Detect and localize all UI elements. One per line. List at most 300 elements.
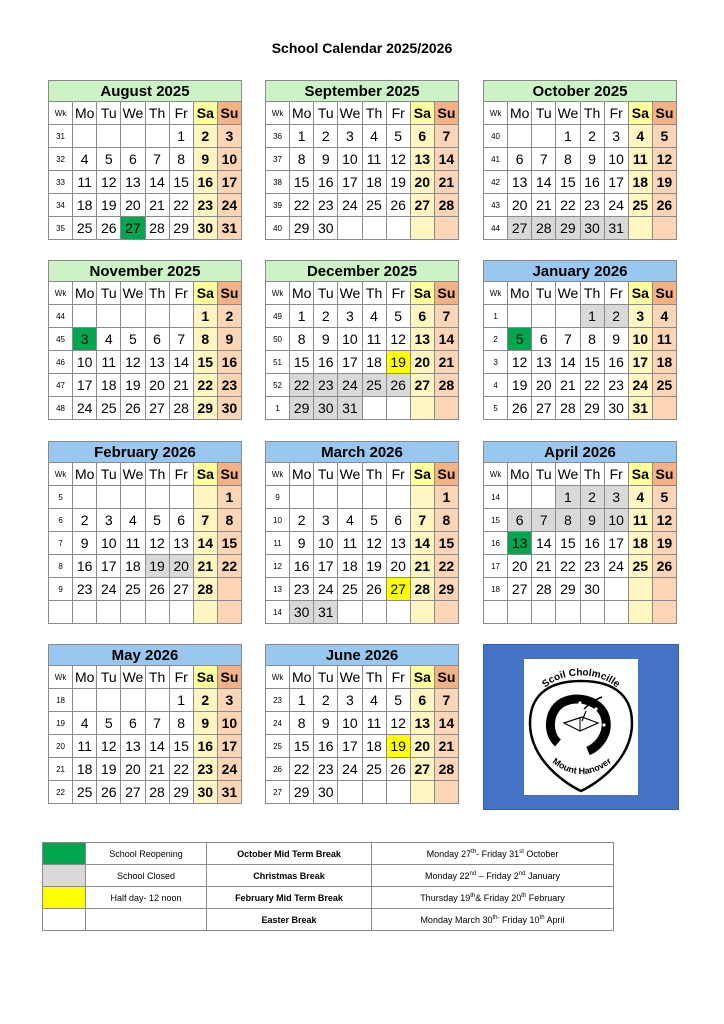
day-header-tu: Tu (314, 666, 338, 689)
day-cell: 8 (290, 712, 314, 735)
week-number: 22 (49, 781, 73, 804)
day-cell: 6 (410, 125, 434, 148)
day-cell: 2 (580, 125, 604, 148)
week-row (266, 712, 459, 735)
day-cell: 31 (604, 217, 628, 240)
page-title: School Calendar 2025/2026 (271, 40, 453, 56)
day-cell: 24 (604, 555, 628, 578)
week-row (484, 601, 677, 624)
day-cell (386, 217, 410, 240)
day-cell: 2 (290, 509, 314, 532)
week-row (49, 532, 242, 555)
day-header-su: Su (434, 102, 458, 125)
week-number-header: Wk (266, 282, 290, 305)
week-row (266, 351, 459, 374)
day-header-mo: Mo (290, 463, 314, 486)
week-number (484, 601, 508, 624)
day-cell: 6 (410, 689, 434, 712)
break-name: Easter Break (207, 909, 372, 931)
day-cell (410, 601, 434, 624)
day-cell: 19 (121, 374, 145, 397)
day-cell: 11 (362, 712, 386, 735)
day-cell: 16 (314, 351, 338, 374)
day-cell: 3 (217, 689, 241, 712)
day-cell: 21 (434, 351, 458, 374)
week-row (266, 397, 459, 420)
day-cell: 28 (532, 217, 556, 240)
day-cell: 2 (73, 509, 97, 532)
day-header-su: Su (217, 102, 241, 125)
week-number: 10 (266, 509, 290, 532)
month-calendar (265, 80, 459, 240)
week-number: 11 (266, 532, 290, 555)
week-row (49, 305, 242, 328)
date-suffix: nd (469, 870, 477, 877)
day-cell: 1 (434, 486, 458, 509)
week-row (484, 374, 677, 397)
day-cell: 18 (628, 532, 652, 555)
day-cell (121, 125, 145, 148)
week-number: 35 (49, 217, 73, 240)
day-cell: 29 (556, 578, 580, 601)
week-number (49, 601, 73, 624)
week-number: 5 (484, 397, 508, 420)
day-cell: 6 (121, 712, 145, 735)
day-cell (145, 689, 169, 712)
week-row (49, 735, 242, 758)
day-cell: 27 (508, 578, 532, 601)
day-cell: 6 (121, 148, 145, 171)
day-cell: 25 (73, 781, 97, 804)
day-cell: 27 (508, 217, 532, 240)
day-cell: 9 (580, 509, 604, 532)
month-title: November 2025 (49, 261, 242, 282)
day-cell: 26 (386, 374, 410, 397)
day-cell (628, 601, 652, 624)
week-number: 49 (266, 305, 290, 328)
week-number: 14 (266, 601, 290, 624)
week-row (266, 125, 459, 148)
week-number: 42 (484, 171, 508, 194)
week-row (484, 509, 677, 532)
day-cell (338, 601, 362, 624)
day-cell: 23 (73, 578, 97, 601)
day-cell: 15 (217, 532, 241, 555)
day-header-tu: Tu (532, 463, 556, 486)
day-cell: 6 (410, 305, 434, 328)
day-cell: 1 (556, 486, 580, 509)
date-suffix: th (470, 892, 476, 899)
day-header-th: Th (362, 102, 386, 125)
day-cell: 5 (97, 712, 121, 735)
day-cell: 30 (580, 578, 604, 601)
day-cell: 6 (508, 509, 532, 532)
week-number: 40 (266, 217, 290, 240)
day-cell (97, 601, 121, 624)
day-cell: 29 (290, 397, 314, 420)
day-cell: 24 (604, 194, 628, 217)
day-cell: 30 (290, 601, 314, 624)
date-suffix: th (521, 892, 527, 899)
day-cell: 9 (217, 328, 241, 351)
week-row (49, 689, 242, 712)
day-header-we: We (556, 102, 580, 125)
day-cell: 9 (314, 148, 338, 171)
day-cell: 2 (580, 486, 604, 509)
week-number: 23 (266, 689, 290, 712)
day-cell: 27 (169, 578, 193, 601)
day-cell: 28 (434, 374, 458, 397)
day-header-sa: Sa (193, 666, 217, 689)
day-header-sa: Sa (628, 102, 652, 125)
day-cell: 28 (556, 397, 580, 420)
day-cell: 21 (556, 374, 580, 397)
day-cell: 3 (73, 328, 97, 351)
day-cell: 19 (97, 194, 121, 217)
day-cell: 31 (628, 397, 652, 420)
day-cell: 5 (145, 509, 169, 532)
week-row (266, 689, 459, 712)
day-cell: 28 (169, 397, 193, 420)
day-cell: 20 (532, 374, 556, 397)
week-number: 1 (266, 397, 290, 420)
week-number: 27 (266, 781, 290, 804)
day-cell: 22 (580, 374, 604, 397)
day-cell: 17 (604, 171, 628, 194)
day-cell: 28 (434, 758, 458, 781)
day-cell: 25 (73, 217, 97, 240)
day-cell: 19 (97, 758, 121, 781)
day-cell (362, 397, 386, 420)
day-header-we: We (556, 463, 580, 486)
week-number-header: Wk (484, 282, 508, 305)
day-cell: 15 (556, 532, 580, 555)
week-number: 47 (49, 374, 73, 397)
day-cell (604, 601, 628, 624)
day-cell: 10 (73, 351, 97, 374)
week-row (49, 351, 242, 374)
day-cell: 23 (314, 374, 338, 397)
day-cell: 17 (628, 351, 652, 374)
day-cell: 3 (97, 509, 121, 532)
day-cell: 3 (604, 486, 628, 509)
day-cell (652, 217, 676, 240)
day-cell: 12 (652, 148, 676, 171)
day-cell: 11 (362, 148, 386, 171)
date-text: Monday 22 (425, 870, 470, 881)
month-title: August 2025 (49, 81, 242, 102)
day-cell: 16 (217, 351, 241, 374)
day-cell: 5 (121, 328, 145, 351)
school-crest (524, 659, 638, 795)
day-cell: 25 (628, 194, 652, 217)
week-number: 12 (266, 555, 290, 578)
break-dates (372, 887, 614, 909)
day-cell: 30 (193, 781, 217, 804)
day-cell: 7 (532, 509, 556, 532)
day-cell (97, 125, 121, 148)
day-header-mo: Mo (73, 666, 97, 689)
day-header-tu: Tu (97, 666, 121, 689)
day-cell: 16 (73, 555, 97, 578)
day-cell: 10 (628, 328, 652, 351)
day-cell: 5 (652, 486, 676, 509)
day-header-sa: Sa (410, 102, 434, 125)
day-cell: 29 (290, 781, 314, 804)
week-row (49, 374, 242, 397)
week-row (266, 305, 459, 328)
week-number: 17 (484, 555, 508, 578)
day-cell (73, 601, 97, 624)
day-cell: 25 (362, 758, 386, 781)
day-cell: 15 (290, 735, 314, 758)
week-number: 6 (49, 509, 73, 532)
day-cell: 30 (604, 397, 628, 420)
week-number: 32 (49, 148, 73, 171)
day-cell: 25 (97, 397, 121, 420)
day-cell: 27 (410, 758, 434, 781)
day-cell (652, 601, 676, 624)
week-row (49, 148, 242, 171)
day-cell: 4 (362, 125, 386, 148)
day-cell: 7 (145, 712, 169, 735)
day-cell: 26 (97, 217, 121, 240)
week-number: 37 (266, 148, 290, 171)
day-cell: 19 (386, 351, 410, 374)
day-cell: 26 (508, 397, 532, 420)
day-cell: 16 (314, 171, 338, 194)
day-cell: 4 (97, 328, 121, 351)
day-cell: 1 (290, 125, 314, 148)
week-number: 18 (49, 689, 73, 712)
day-cell: 10 (604, 148, 628, 171)
day-cell: 14 (532, 171, 556, 194)
day-cell: 29 (169, 217, 193, 240)
day-header-sa: Sa (628, 282, 652, 305)
week-row (484, 397, 677, 420)
week-number-header: Wk (49, 666, 73, 689)
week-number-header: Wk (266, 666, 290, 689)
day-cell: 13 (532, 351, 556, 374)
day-cell: 12 (362, 532, 386, 555)
day-cell (532, 486, 556, 509)
day-cell: 3 (604, 125, 628, 148)
day-cell: 22 (217, 555, 241, 578)
legend-row (43, 843, 614, 865)
day-cell: 16 (580, 171, 604, 194)
week-row (266, 758, 459, 781)
day-cell (338, 217, 362, 240)
crest-top-text: Scoil Cholmcille (540, 667, 622, 691)
day-cell: 9 (193, 148, 217, 171)
school-logo-panel (483, 644, 679, 810)
day-cell: 26 (386, 758, 410, 781)
day-cell: 9 (580, 148, 604, 171)
week-row (49, 397, 242, 420)
day-cell: 13 (410, 328, 434, 351)
day-cell: 27 (121, 217, 145, 240)
week-number: 44 (484, 217, 508, 240)
day-cell: 19 (386, 171, 410, 194)
day-cell: 22 (290, 374, 314, 397)
day-cell (508, 601, 532, 624)
month-title: October 2025 (484, 81, 677, 102)
month-title: April 2026 (484, 442, 677, 463)
day-cell: 25 (362, 194, 386, 217)
day-cell (362, 486, 386, 509)
day-cell (314, 486, 338, 509)
date-text: February (526, 892, 565, 903)
day-cell (73, 125, 97, 148)
day-cell (434, 397, 458, 420)
day-cell: 14 (434, 148, 458, 171)
day-cell: 25 (338, 578, 362, 601)
day-cell: 9 (193, 712, 217, 735)
day-cell: 1 (217, 486, 241, 509)
day-cell: 26 (386, 194, 410, 217)
day-header-th: Th (145, 102, 169, 125)
day-cell: 21 (434, 735, 458, 758)
day-cell: 20 (410, 171, 434, 194)
day-cell (362, 601, 386, 624)
day-header-tu: Tu (314, 282, 338, 305)
day-cell: 6 (386, 509, 410, 532)
day-cell (652, 578, 676, 601)
day-cell: 12 (386, 328, 410, 351)
week-number: 45 (49, 328, 73, 351)
day-cell: 1 (556, 125, 580, 148)
day-cell (628, 217, 652, 240)
date-text: & Friday 20 (475, 892, 522, 903)
day-cell: 9 (314, 328, 338, 351)
day-cell: 6 (145, 328, 169, 351)
day-cell: 7 (410, 509, 434, 532)
day-cell: 17 (338, 351, 362, 374)
day-cell: 28 (193, 578, 217, 601)
break-dates (372, 865, 614, 887)
week-number: 24 (266, 712, 290, 735)
day-cell: 10 (97, 532, 121, 555)
day-cell: 30 (314, 397, 338, 420)
crest-bottom-text: Mount Hanover (550, 755, 614, 777)
day-cell: 8 (217, 509, 241, 532)
day-cell: 30 (193, 217, 217, 240)
day-cell: 17 (604, 532, 628, 555)
day-cell: 26 (97, 781, 121, 804)
day-cell: 15 (193, 351, 217, 374)
day-header-mo: Mo (73, 463, 97, 486)
day-cell: 27 (121, 781, 145, 804)
day-cell: 19 (508, 374, 532, 397)
week-row (484, 351, 677, 374)
day-cell (556, 601, 580, 624)
week-row (49, 712, 242, 735)
day-cell: 9 (73, 532, 97, 555)
day-cell: 13 (121, 171, 145, 194)
day-header-mo: Mo (290, 666, 314, 689)
day-cell: 28 (532, 578, 556, 601)
day-cell: 23 (290, 578, 314, 601)
day-cell (362, 781, 386, 804)
week-number: 52 (266, 374, 290, 397)
day-cell (145, 601, 169, 624)
day-header-su: Su (217, 282, 241, 305)
day-cell: 8 (169, 712, 193, 735)
day-cell: 24 (73, 397, 97, 420)
day-cell: 21 (532, 555, 556, 578)
day-cell: 1 (290, 305, 314, 328)
day-cell: 2 (314, 125, 338, 148)
week-row (266, 194, 459, 217)
day-cell: 17 (217, 735, 241, 758)
day-cell: 20 (508, 194, 532, 217)
day-cell: 27 (410, 374, 434, 397)
week-number: 4 (484, 374, 508, 397)
day-cell: 11 (652, 328, 676, 351)
day-cell (362, 217, 386, 240)
day-header-mo: Mo (508, 102, 532, 125)
day-cell: 14 (145, 735, 169, 758)
day-cell (532, 125, 556, 148)
day-cell: 3 (217, 125, 241, 148)
day-cell: 14 (169, 351, 193, 374)
day-cell: 7 (532, 148, 556, 171)
day-header-tu: Tu (314, 102, 338, 125)
day-header-sa: Sa (410, 282, 434, 305)
day-cell: 8 (580, 328, 604, 351)
legend-swatch (43, 865, 86, 887)
day-cell (73, 689, 97, 712)
month-calendar (48, 441, 242, 624)
week-number: 1 (484, 305, 508, 328)
day-cell: 16 (314, 735, 338, 758)
day-header-mo: Mo (508, 282, 532, 305)
week-row (484, 148, 677, 171)
day-cell: 29 (434, 578, 458, 601)
day-header-su: Su (217, 666, 241, 689)
week-row (49, 125, 242, 148)
day-cell: 19 (652, 532, 676, 555)
day-cell: 28 (145, 781, 169, 804)
day-cell: 2 (314, 305, 338, 328)
day-cell: 17 (217, 171, 241, 194)
day-cell: 8 (290, 328, 314, 351)
week-number: 33 (49, 171, 73, 194)
month-calendar (483, 260, 677, 420)
week-number: 36 (266, 125, 290, 148)
day-cell: 13 (508, 532, 532, 555)
day-cell: 22 (434, 555, 458, 578)
day-cell (193, 486, 217, 509)
day-cell: 5 (386, 305, 410, 328)
day-cell (434, 781, 458, 804)
legend-swatch (43, 909, 86, 931)
week-row (266, 374, 459, 397)
day-cell: 12 (508, 351, 532, 374)
day-header-sa: Sa (193, 102, 217, 125)
week-row (49, 555, 242, 578)
week-number: 19 (49, 712, 73, 735)
day-cell: 15 (556, 171, 580, 194)
day-header-fr: Fr (604, 102, 628, 125)
day-cell: 15 (290, 351, 314, 374)
day-cell: 13 (386, 532, 410, 555)
day-cell: 29 (169, 781, 193, 804)
day-cell (193, 601, 217, 624)
day-header-fr: Fr (169, 463, 193, 486)
day-cell: 11 (628, 148, 652, 171)
day-header-we: We (338, 666, 362, 689)
